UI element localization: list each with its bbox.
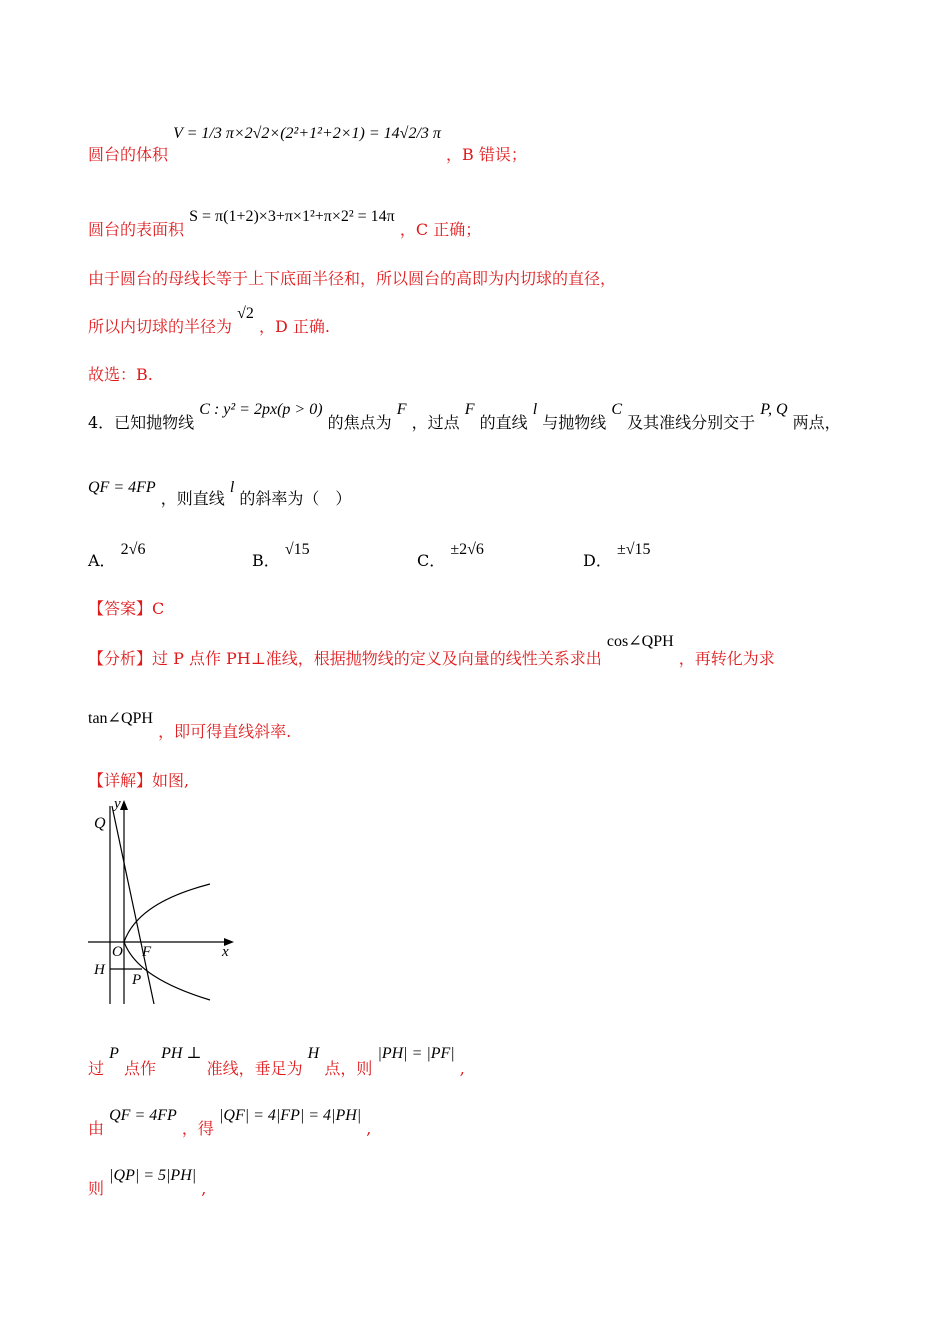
analysis-text2: ，再转化为求 (678, 649, 775, 668)
parabola-figure (84, 796, 244, 1010)
label-o: O (112, 944, 123, 960)
volume-label: 圆台的体积 (88, 145, 169, 164)
analysis-tan: tan∠QPH (88, 710, 153, 727)
detail-tag: 【详解】 (88, 771, 153, 790)
option-value: √15 (284, 541, 310, 558)
q4-condition: QF = 4FP (88, 479, 156, 496)
radius-verdict: ，D 正确. (258, 317, 330, 336)
step-text: 则 (88, 1179, 105, 1198)
q4-focus: F (396, 401, 407, 418)
step-text: ，得 (181, 1119, 214, 1138)
surface-label: 圆台的表面积 (88, 220, 185, 239)
q4-curve-c: C (611, 401, 623, 418)
surface-line (88, 203, 482, 239)
q4-text: 的斜率为（ ） (239, 489, 352, 508)
step-math: H (307, 1045, 320, 1062)
step-text: 准线，垂足为 (206, 1059, 303, 1078)
volume-line (88, 120, 527, 164)
q4-text: 两点， (792, 413, 841, 432)
step-math: |PH| = |PF| (377, 1045, 455, 1062)
reason-line: 由于圆台的母线长等于上下底面半径和，所以圆台的高即为内切球的直径， (88, 269, 617, 288)
volume-formula: V = 1/3 π×2√2×(2²+1²+2×1) = 14√2/3 π (173, 125, 441, 142)
surface-verdict: ，C 正确； (399, 220, 482, 239)
option-value: ±2√6 (450, 541, 484, 558)
option-c[interactable] (417, 536, 484, 570)
surface-formula: S = π(1+2)×3+π×1²+π×2² = 14π (189, 208, 395, 225)
option-label: B． (252, 551, 280, 570)
radius-line (88, 300, 330, 336)
q4-text: ，过点 (411, 413, 460, 432)
question-4-cond (88, 474, 352, 508)
label-y: y (114, 796, 121, 812)
q4-line-l: l (229, 479, 235, 496)
option-label: A． (88, 551, 116, 570)
option-label: D． (583, 551, 612, 570)
answer-tag: 【答案】 (88, 599, 153, 618)
label-x: x (222, 944, 229, 960)
option-value: 2√6 (120, 541, 146, 558)
q4-text: 与抛物线 (542, 413, 607, 432)
analysis-text3: ，即可得直线斜率. (158, 722, 292, 741)
step-text: 过 (88, 1059, 105, 1078)
analysis-line-2 (88, 705, 292, 741)
q4-points: P, Q (760, 401, 788, 418)
detail-line (88, 768, 189, 791)
analysis-cos: cos∠QPH (606, 633, 674, 650)
step-text: , (366, 1119, 372, 1138)
q4-focus: F (464, 401, 475, 418)
q4-text: 及其准线分别交于 (627, 413, 756, 432)
option-label: C． (417, 551, 446, 570)
q4-text: 的直线 (479, 413, 528, 432)
label-h: H (94, 962, 105, 978)
analysis-tag: 【分析】 (88, 649, 153, 668)
analysis-text: 过 P 点作 PH⊥准线，根据抛物线的定义及向量的线性关系求出 (152, 649, 602, 668)
analysis-line (88, 628, 775, 668)
step-math: PH ⊥ (161, 1045, 202, 1062)
step-2 (88, 1102, 372, 1138)
step-text: 点，则 (324, 1059, 373, 1078)
step-text: 由 (88, 1119, 105, 1138)
label-p: P (132, 972, 142, 988)
option-a[interactable] (88, 536, 146, 570)
answer-line (88, 596, 164, 619)
option-d[interactable] (583, 536, 651, 570)
step-math: |QF| = 4|FP| = 4|PH| (218, 1107, 362, 1124)
step-3 (88, 1162, 207, 1198)
radius-value: √2 (237, 305, 254, 322)
label-q: Q (94, 815, 106, 832)
y-axis-arrow (120, 800, 128, 810)
detail-text: 如图, (152, 771, 190, 790)
step-math: P (109, 1045, 119, 1062)
q4-text: ，则直线 (160, 489, 225, 508)
volume-verdict: ，B 错误； (446, 145, 527, 164)
radius-label: 所以内切球的半径为 (88, 317, 233, 336)
step-math: QF = 4FP (109, 1107, 177, 1124)
answer-value: C (152, 599, 165, 618)
step-1 (88, 1040, 465, 1078)
q4-curve: C : y² = 2px(p > 0) (199, 401, 323, 418)
option-value: ±√15 (616, 541, 651, 558)
option-b[interactable] (252, 536, 310, 570)
label-f: F (142, 944, 152, 960)
q4-line-l: l (532, 401, 538, 418)
q4-number: 4．已知抛物线 (88, 413, 195, 432)
choice-line: 故选：B. (88, 365, 153, 384)
step-text: , (201, 1179, 207, 1198)
q4-text: 的焦点为 (327, 413, 392, 432)
step-text: , (459, 1059, 465, 1078)
step-math: |QP| = 5|PH| (109, 1167, 197, 1184)
step-text: 点作 (123, 1059, 156, 1078)
question-4 (88, 396, 841, 432)
